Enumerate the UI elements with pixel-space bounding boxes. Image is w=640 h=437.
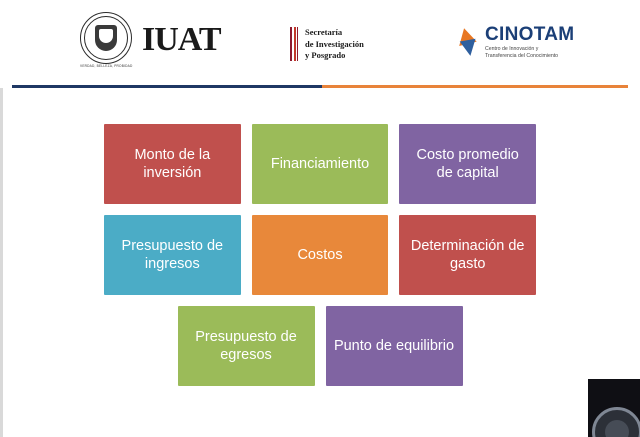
cinotam-subtitle-1: Centro de Innovación y	[485, 45, 539, 52]
sip-logo-text	[305, 27, 364, 62]
cinotam-subtitle-2: Transferencia del Conocimiento	[485, 53, 559, 60]
slide-header	[0, 0, 640, 88]
sip-line-3: y Posgrado	[305, 50, 346, 60]
uat-seal-icon	[80, 12, 136, 68]
card-presupuesto-de-ingresos: Presupuesto de ingresos	[104, 215, 241, 295]
card-punto-de-equilibrio: Punto de equilibrio	[326, 306, 463, 386]
cinotam-title: CINOTAM	[485, 24, 575, 45]
header-rule-right	[322, 85, 628, 88]
card-row-3	[104, 306, 536, 386]
card-row-2	[104, 215, 536, 295]
card-monto-de-la-inversion: Monto de la inversión	[104, 124, 241, 204]
cinotam-mark-icon	[455, 25, 481, 59]
concept-card-grid	[104, 124, 536, 397]
presenter-silhouette	[592, 407, 640, 437]
uat-logo	[80, 12, 221, 68]
card-financiamiento: Financiamiento	[252, 124, 389, 204]
sip-line-2: de Investigación	[305, 38, 364, 49]
presenter-camera[interactable]	[588, 379, 640, 437]
cinotam-logo-text	[485, 25, 574, 60]
sip-logo	[290, 27, 364, 62]
card-row-1	[104, 124, 536, 204]
uat-seal-text: VERDAD, BELLEZA, PROBIDAD	[80, 64, 133, 68]
card-costos: Costos	[252, 215, 389, 295]
cinotam-logo	[455, 25, 574, 60]
sip-bars-icon	[290, 27, 299, 61]
card-determinacion-de-gasto: Determinación de gasto	[399, 215, 536, 295]
card-costo-promedio-de-capital: Costo promedio de capital	[399, 124, 536, 204]
sip-line-1: Secretaría	[305, 27, 343, 37]
header-rule-left	[12, 85, 322, 88]
uat-wordmark: IUAT	[142, 21, 221, 58]
card-presupuesto-de-egresos: Presupuesto de egresos	[178, 306, 315, 386]
